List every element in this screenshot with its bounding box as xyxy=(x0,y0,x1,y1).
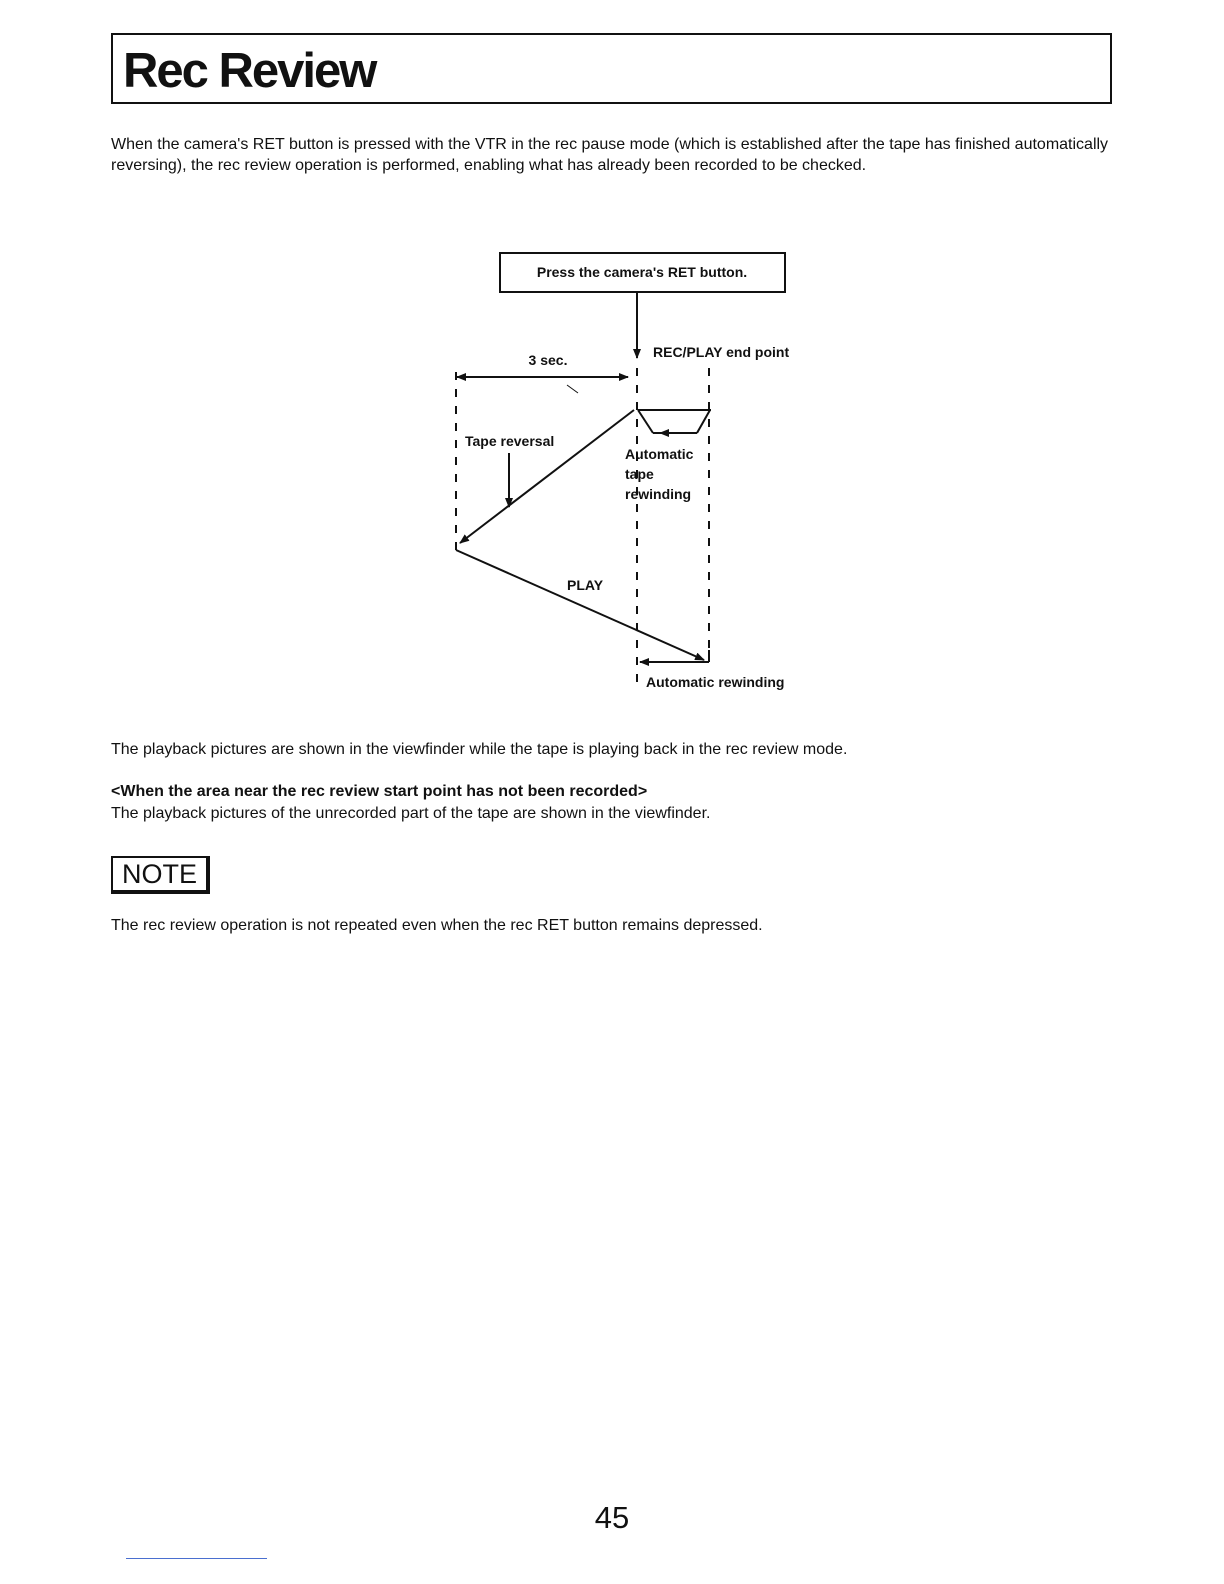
auto-tape-rewinding-line1: Automatic xyxy=(625,446,694,462)
end-point-label: REC/PLAY end point xyxy=(653,344,790,360)
rec-review-diagram xyxy=(0,0,1224,720)
auto-tape-rewinding-line3: rewinding xyxy=(625,486,692,502)
instruction-box-label: Press the camera's RET button. xyxy=(536,264,748,280)
play-label: PLAY xyxy=(567,577,604,593)
note-text: The rec review operation is not repeated even when the rec RET button remains depressed. xyxy=(111,917,763,934)
reverse-line xyxy=(460,410,634,543)
unrecorded-body: The playback pictures of the unrecorded part of the tape are shown in the viewfinder. xyxy=(111,805,711,822)
play-line xyxy=(456,550,704,660)
note-badge: NOTE xyxy=(111,856,210,894)
rewind-left-slant xyxy=(638,410,653,433)
auto-rewinding-label: Automatic rewinding xyxy=(646,674,785,690)
footer-rule xyxy=(126,1558,267,1559)
tick-mark xyxy=(567,385,578,393)
page-title: Rec Review xyxy=(123,44,376,98)
duration-label: 3 sec. xyxy=(528,352,568,368)
tape-reversal-label: Tape reversal xyxy=(465,433,555,449)
unrecorded-heading: <When the area near the rec review start point has not been recorded> xyxy=(111,783,648,800)
auto-tape-rewinding-line2: tape xyxy=(625,466,654,482)
intro-paragraph: When the camera's RET button is pressed with the VTR in the rec pause mode (which is established after the tape has finished automatically reversing), the rec review operation is performed, enabling what has already been recorded to be checked. xyxy=(111,136,1109,174)
playback-note: The playback pictures are shown in the viewfinder while the tape is playing back in the rec review mode. xyxy=(111,741,848,758)
page-number: 45 xyxy=(594,1500,630,1535)
